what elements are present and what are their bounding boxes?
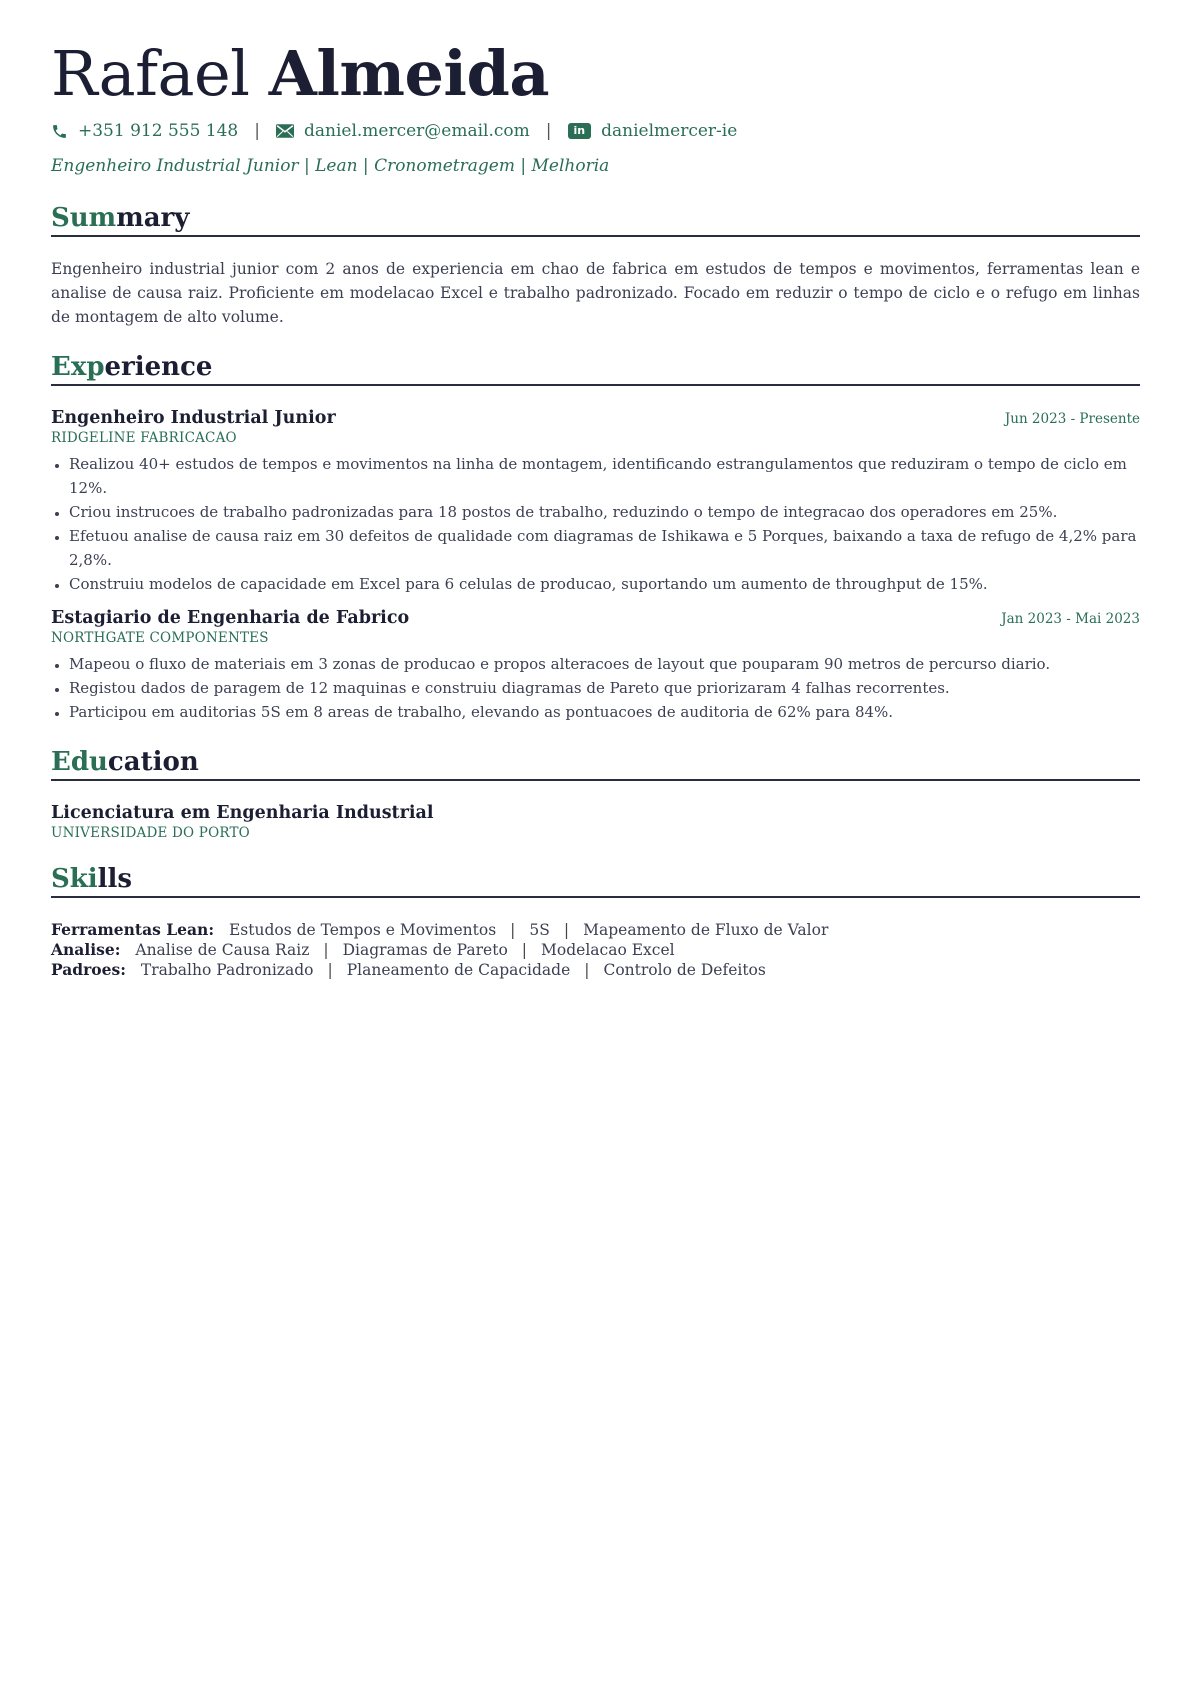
experience-section [51, 351, 1140, 724]
skill-separator: | [327, 961, 333, 979]
skill-item: Planeamento de Capacidade [346, 961, 571, 979]
bullet-item: • Efetuou analise de causa raiz em 30 defeitos de qualidade com diagramas de Ishikawa e 5 Porques, baixando a taxa de refugo de 4,2% para 2,8%. [69, 524, 1140, 572]
skill-separator: | [510, 921, 516, 939]
phone-number: +351 912 555 148 [78, 121, 239, 141]
linkedin-handle: danielmercer-ie [601, 121, 738, 141]
skill-item: Controlo de Defeitos [603, 961, 766, 979]
bullet-item: • Registou dados de paragem de 12 maquinas e construiu diagramas de Pareto que priorizaram 4 falhas recorrentes. [69, 676, 1140, 700]
job-date: Jan 2023 - Mai 2023 [1001, 611, 1140, 627]
envelope-icon [276, 124, 294, 138]
last-name: Almeida [268, 37, 550, 110]
bullet-item: • Participou em auditorias 5S em 8 areas de trabalho, elevando as pontuacoes de auditoria de 62% para 84%. [69, 700, 1140, 724]
heading-rest: erience [104, 352, 213, 382]
email-address: daniel.mercer@email.com [303, 121, 530, 141]
skill-row [51, 920, 1140, 940]
education-entry [51, 803, 1140, 841]
skill-item: Mapeamento de Fluxo de Valor [583, 921, 829, 939]
bullet-item: • Construiu modelos de capacidade em Excel para 6 celulas de producao, suportando um aumento de throughput de 15%. [69, 572, 1140, 596]
skill-separator: | [521, 941, 528, 959]
skill-separator: | [563, 921, 570, 939]
heading-accent: Sum [51, 203, 117, 233]
skills-section [51, 863, 1140, 980]
degree-title: Licenciatura em Engenharia Industrial [51, 803, 434, 823]
heading-accent: Exp [51, 352, 105, 382]
skill-category: Padroes: [51, 960, 126, 979]
section-heading-education [51, 746, 1140, 781]
job-bullets [51, 652, 1140, 724]
school-name: UNIVERSIDADE DO PORTO [51, 825, 250, 841]
heading-accent: Edu [51, 747, 108, 777]
section-heading-skills [51, 863, 1140, 898]
heading-rest: cation [107, 747, 199, 777]
bullet-item: • Criou instrucoes de trabalho padronizadas para 18 postos de trabalho, reduzindo o tempo de integracao dos operadores em 25%. [69, 500, 1140, 524]
job-entry [51, 408, 1140, 596]
heading-rest: lls [97, 864, 133, 894]
skill-separator: | [323, 941, 329, 959]
skill-row [51, 960, 1140, 980]
job-title: Engenheiro Industrial Junior [51, 408, 336, 428]
skill-item: Modelacao Excel [541, 941, 675, 959]
heading-accent: Ski [51, 864, 98, 894]
job-header [51, 408, 1140, 428]
skill-separator: | [584, 961, 590, 979]
job-entry [51, 608, 1140, 724]
job-header [51, 608, 1140, 628]
skills-list [51, 920, 1140, 980]
contact-separator: | [254, 121, 260, 141]
summary-section [51, 202, 1140, 329]
skill-item: Diagramas de Pareto [342, 941, 508, 959]
skill-category: Analise: [51, 940, 121, 959]
candidate-name [51, 0, 1140, 112]
heading-rest: mary [116, 203, 190, 233]
section-heading-summary [51, 202, 1140, 237]
skill-item: Estudos de Tempos e Movimentos [228, 921, 497, 939]
skill-item: 5S [529, 921, 550, 939]
skill-category: Ferramentas Lean: [51, 920, 215, 939]
linkedin-contact[interactable] [568, 121, 738, 141]
headline-tagline: Engenheiro Industrial Junior | Lean | Cronometragem | Melhoria [51, 156, 610, 176]
phone-contact[interactable] [51, 121, 238, 141]
linkedin-icon: in [568, 123, 592, 139]
job-bullets [51, 452, 1140, 596]
contact-line [51, 118, 1140, 144]
education-section [51, 746, 1140, 841]
bullet-item: • Mapeou o fluxo de materiais em 3 zonas de producao e propos alteracoes de layout que pouparam 90 metros de percurso diario. [69, 652, 1140, 676]
phone-icon [51, 123, 68, 140]
skill-item: Trabalho Padronizado [140, 961, 314, 979]
bullet-item: • Realizou 40+ estudos de tempos e movimentos na linha de montagem, identificando estrangulamentos que reduziram o tempo de ciclo em 12%. [69, 452, 1140, 500]
company-name: RIDGELINE FABRICACAO [51, 430, 237, 446]
job-date: Jun 2023 - Presente [1004, 411, 1140, 427]
skill-row [51, 940, 1140, 960]
first-name: Rafael [51, 37, 250, 110]
contact-separator: | [545, 121, 552, 141]
job-title: Estagiario de Engenharia de Fabrico [51, 608, 410, 628]
email-contact[interactable] [276, 121, 530, 141]
summary-text: Engenheiro industrial junior com 2 anos de experiencia em chao de fabrica em estudos de tempos e movimentos, ferramentas lean e analise de causa raiz. Proficiente em modelacao Excel e trabalho padronizado. Focado em reduzir o tempo de ciclo e o refugo em linhas de montagem de alto volume. [51, 260, 1140, 326]
skill-item: Analise de Causa Raiz [135, 941, 310, 959]
company-name: NORTHGATE COMPONENTES [51, 630, 269, 646]
section-heading-experience [51, 351, 1140, 386]
